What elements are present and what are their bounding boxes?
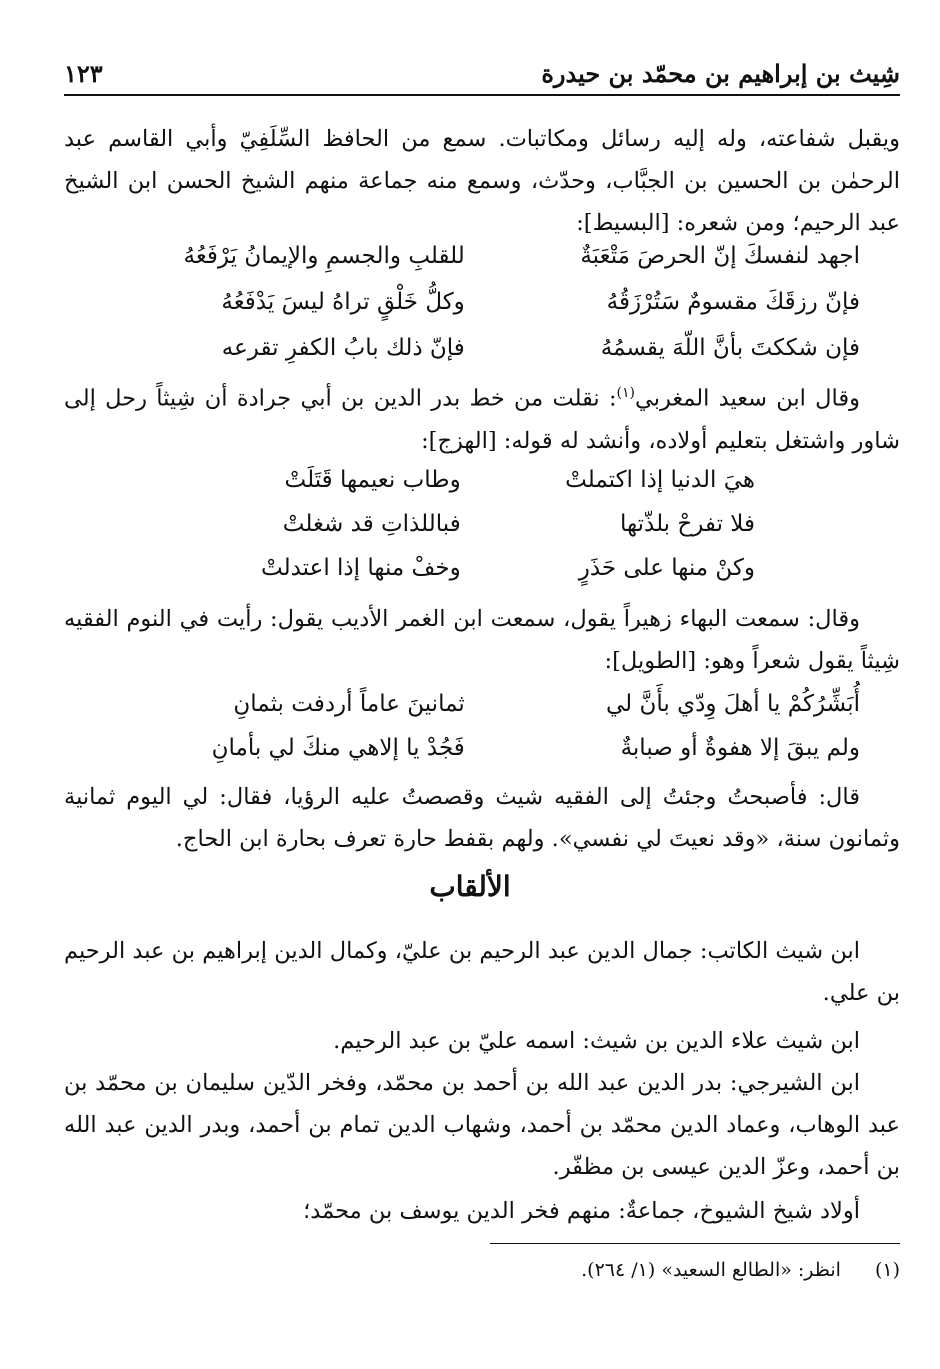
footnote-text: انظر: «الطالع السعيد» (١/ ٢٦٤).: [581, 1259, 841, 1281]
paragraph-ibn-shith-alaa: ابن شيث علاء الدين بن شيث: اسمه عليّ بن عبد الرحيم.: [333, 1028, 860, 1054]
poem3-verse-2-second-hemistich: فَجُدْ يا إلاهي منكَ لي بأمانِ: [211, 735, 465, 761]
poem1-verse-3-second-hemistich: فإنّ ذلك بابُ الكفرِ تقرعه: [221, 335, 465, 361]
poem2-verse-1-second-hemistich: وطاب نعيمها قَتَلَتْ: [284, 467, 461, 493]
paragraph-ibn-shirji: ابن الشيرجي: بدر الدين عبد الله بن أحمد بن محمّد، وفخر الدّين سليمان بن محمّد بن عبد الوهاب، وعماد الدين محمّد بن أحمد، وشهاب الدين تمام بن أحمد، وبدر الدين عبد الله بن أحمد، وعزّ الدين عيسى بن مظفّر.: [64, 1070, 900, 1180]
footnote-reference[interactable]: (١): [616, 385, 635, 401]
poem2-verse-2: [210, 502, 755, 546]
footnote: [64, 1255, 900, 1285]
poem1-verse-2-second-hemistich: وكلُّ خَلْقٍ تراهُ ليسَ يَدْفَعُهُ: [221, 289, 465, 315]
paragraph-morning: قال: فأصبحتُ وجئتُ إلى الفقيه شيث وقصصتُ عليه الرؤيا، فقال: لي اليوم ثمانية وثمانون سنة، «وقد نعيتَ لي نفسي». ولهم بقفط حارة تعرف بحارة ابن الحاج.: [64, 784, 900, 852]
poem1-verse-3-first-hemistich: فإن شككتَ بأنَّ اللّهَ يقسمُهُ: [600, 335, 860, 361]
running-title: شِيث بن إبراهيم بن محمّد بن حيدرة: [541, 59, 900, 88]
poem2-verse-2-second-hemistich: فباللذاتِ قد شغلتْ: [282, 511, 461, 537]
poem2-verse-1-first-hemistich: هيَ الدنيا إذا اكتملتْ: [565, 467, 755, 493]
poem2-verse-3: [210, 546, 755, 590]
paragraph-ibn-said-lead: وقال ابن سعيد المغربي: [635, 385, 860, 412]
footnote-number: (١): [874, 1259, 900, 1281]
poem1-verse-2: [100, 280, 860, 324]
section-heading: الألقاب: [429, 870, 511, 903]
poem3-verse-2-first-hemistich: ولم يبقَ إلا هفوةٌ أو صبابةٌ: [620, 735, 860, 761]
paragraph-awlad-shaykh: أولاد شيخ الشيوخ، جماعةٌ: منهم فخر الدين يوسف بن محمّد؛: [303, 1198, 860, 1224]
paragraph-ibn-said-body: : نقلت من خط بدر الدين بن أبي جرادة أن شِيثاً رحل إلى شاور واشتغل بتعليم أولاده، وأنشد له قوله: [الهزج]:: [64, 385, 900, 454]
poem2-verse-3-first-hemistich: وكنْ منها على حَذَرٍ: [578, 555, 755, 581]
poem1-verse-2-first-hemistich: فإنّ رزقَكَ مقسومٌ سَتُرْزَقُهُ: [606, 289, 860, 315]
poem3-verse-2: [100, 726, 860, 770]
poem3-verse-1: [100, 682, 860, 726]
poem3-verse-1-first-hemistich: أُبَشِّرُكُمْ يا أهلَ وِدّي بأَنَّ لي: [606, 691, 860, 717]
poem3-verse-1-second-hemistich: ثمانينَ عاماً أردفت بثمانِ: [233, 691, 465, 717]
page-number: ١٢٣: [64, 59, 103, 88]
paragraph-ibn-said: [64, 372, 900, 462]
poem1-verse-1-first-hemistich: اجهد لنفسكَ إنّ الحرصَ مَتْعَبَةٌ: [580, 243, 860, 269]
poem2-verse-3-second-hemistich: وخفْ منها إذا اعتدلتْ: [261, 555, 461, 581]
page-header: [64, 50, 900, 96]
footnote-divider: [490, 1243, 900, 1244]
poem2-verse-1: [210, 458, 755, 502]
poem1-verse-1-second-hemistich: للقلبِ والجسمِ والإيمانُ يَرْفَعُهُ: [183, 243, 465, 269]
paragraph-intro: ويقبل شفاعته، وله إليه رسائل ومكاتبات. سمع من الحافظ السِّلَفِيّ وأبي القاسم عبد الرحمٰن بن الحسين بن الجبَّاب، وحدّث، وسمع منه جماعة منهم الشيخ الحسن ابن الشيخ عبد الرحيم؛ ومن شعره: [البسيط]:: [64, 126, 900, 236]
paragraph-dream: وقال: سمعت البهاء زهيراً يقول، سمعت ابن الغمر الأديب يقول: رأيت في النوم الفقيه شِيثاً يقول شعراً وهو: [الطويل]:: [64, 606, 900, 674]
paragraph-ibn-shith-katib: ابن شيث الكاتب: جمال الدين عبد الرحيم بن عليّ، وكمال الدين إبراهيم بن عبد الرحيم بن علي.: [64, 938, 900, 1006]
poem2-verse-2-first-hemistich: فلا تفرحْ بلذّتها: [619, 511, 755, 537]
poem1-verse-3: [100, 326, 860, 370]
poem1-verse-1: [100, 234, 860, 278]
